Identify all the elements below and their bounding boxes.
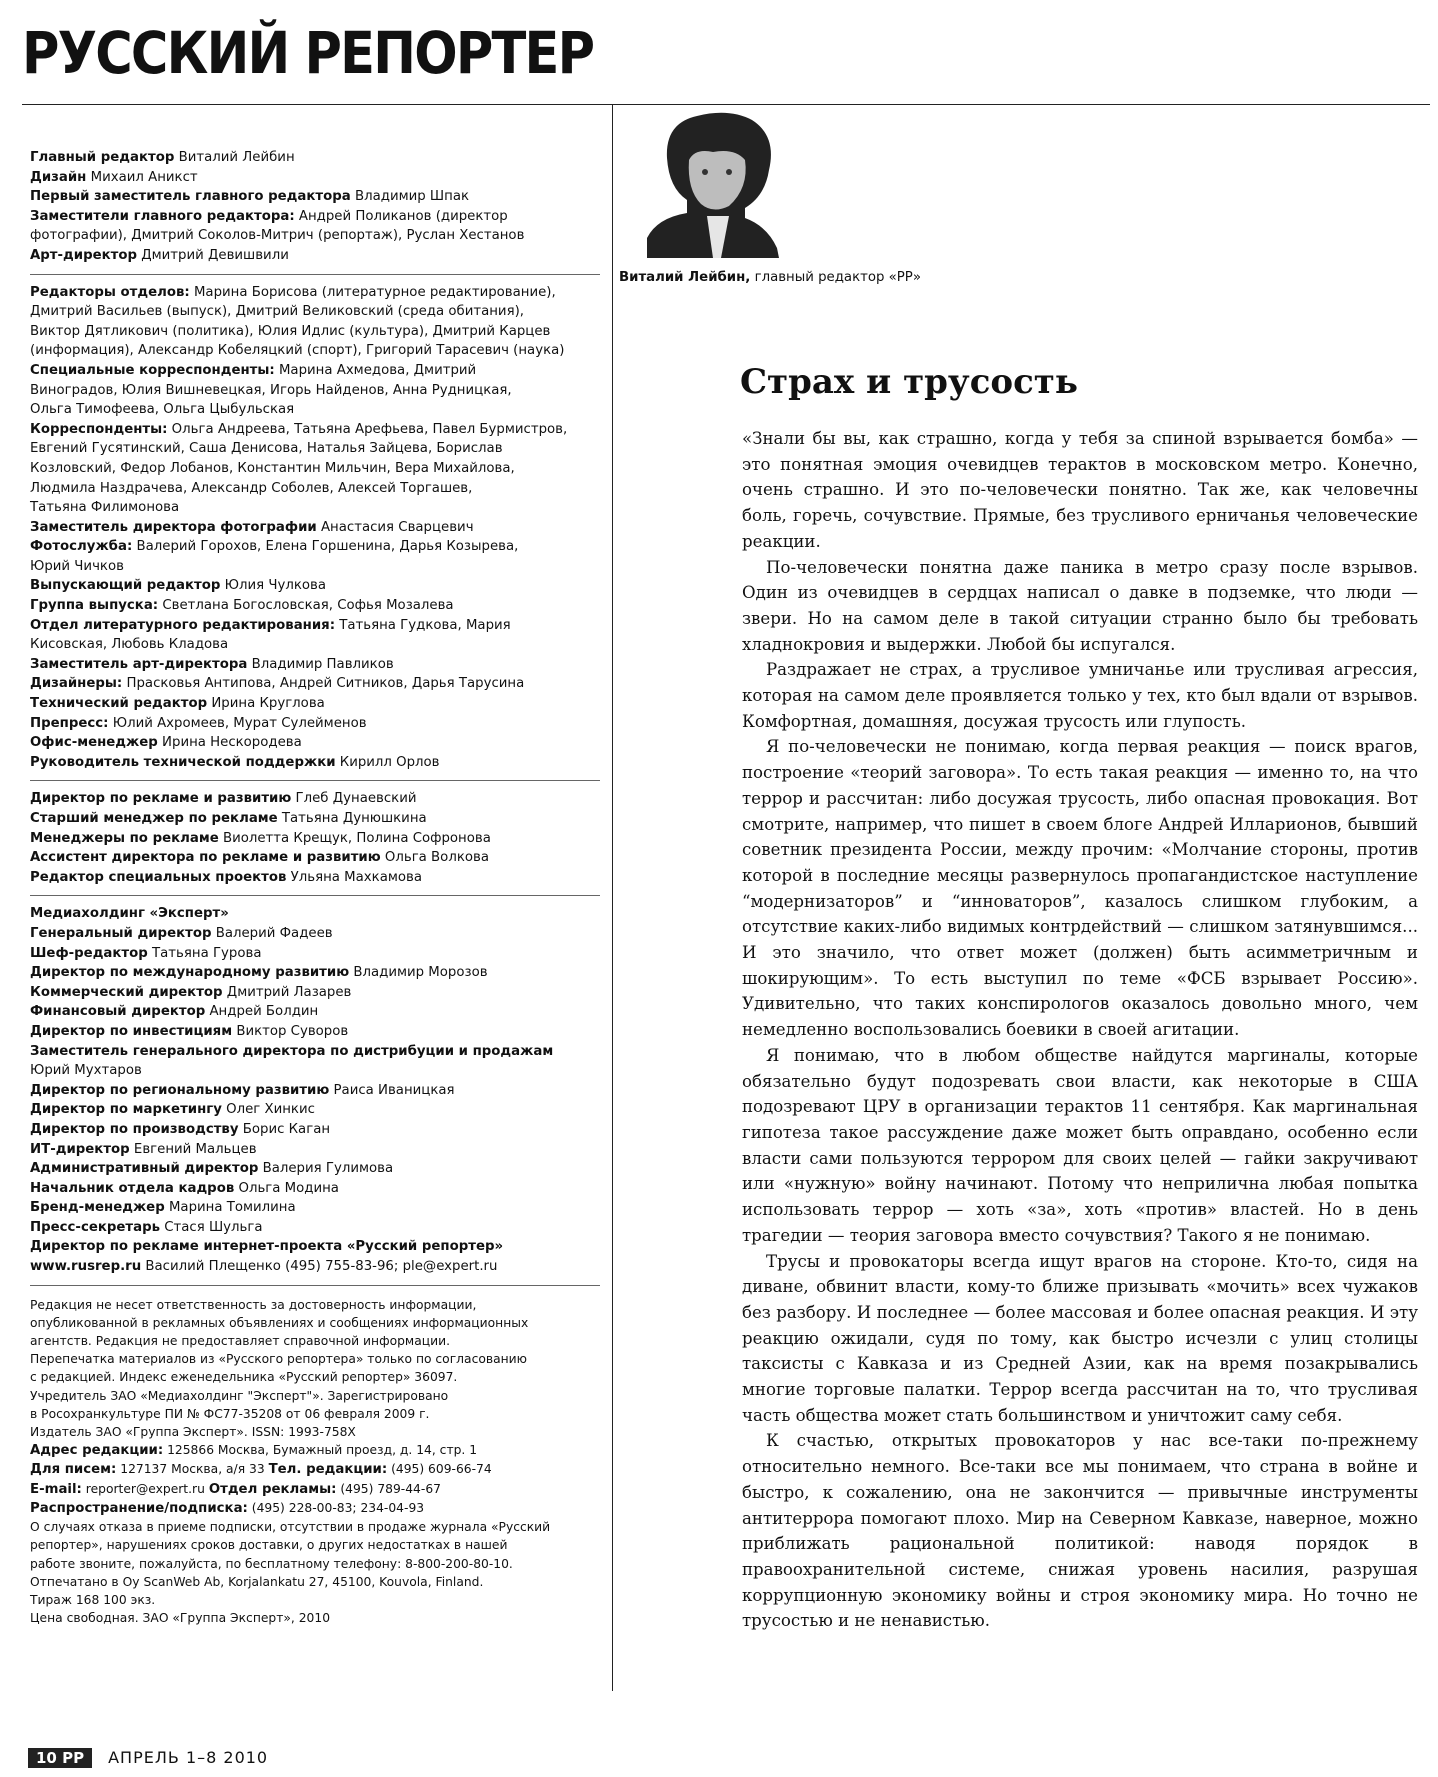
article-paragraph: Я по-человечески не понимаю, когда первая реакция — поиск врагов, построение «теорий заговора». То есть такая реакция — именно то, на что террор и рассчитан: либо досужая трусость, либо опасная провокация. Вот смотрите, например, что пишет в своем блоге Андрей Илларионов, бывший советник президента России, между прочим: «Молчание стороны, против которой в последние месяцы развернулось пропагандистское наступление “модернизаторов” и “инноваторов”, казалось слишком глубоким, а отсутствие каких-либо видимых контрдействий — слишком затянувшимся... И это значило, что ответ может (должен) быть асимметричным и шокирующим». То есть выступил по теме «ФСБ взрывает Россию». Удивительно, что таких конспирологов оказалось довольно много, чем немедленно воспользовались боевики в своей агитации.	[742, 737, 1418, 1040]
staff-group	[30, 789, 600, 887]
role-label: Финансовый директор	[30, 1004, 206, 1020]
staff-line	[30, 924, 600, 944]
role-label: Пресс-секретарь	[30, 1219, 161, 1235]
staff-line	[30, 576, 600, 596]
name-text: Виктор Суворов	[232, 1023, 349, 1039]
value: Издатель ЗАО «Группа Эксперт». ISSN: 1993-758X	[30, 1425, 356, 1440]
separator	[30, 895, 600, 896]
staff-line	[30, 904, 600, 924]
disclaimer-line	[30, 1405, 600, 1423]
disclaimer-line	[30, 1591, 600, 1609]
staff-line	[30, 635, 600, 655]
disclaimer-line	[30, 1368, 600, 1386]
value: Тираж 168 100 экз.	[30, 1592, 156, 1607]
staff-line	[30, 302, 600, 322]
role-label: Директор по рекламе интернет-проекта «Русский репортер»	[30, 1239, 504, 1255]
name-text: Евгений Мальцев	[129, 1141, 257, 1157]
name-text: Раиса Иваницкая	[329, 1082, 455, 1098]
name-text: Валерия Гулимова	[258, 1161, 394, 1177]
page-number: 10	[36, 1749, 57, 1767]
staff-line	[30, 381, 600, 401]
issue-date: АПРЕЛЬ 1–8 2010	[108, 1748, 269, 1767]
name-text: Ольга Тимофеева, Ольга Цыбульская	[30, 402, 295, 418]
name-text: Прасковья Антипова, Андрей Ситников, Дарья Тарусина	[122, 676, 525, 692]
role-label: Бренд-менеджер	[30, 1200, 165, 1216]
value: (495) 789-44-67	[336, 1481, 441, 1496]
masthead-logo: РУССКИЙ РЕПОРТЕР	[22, 19, 594, 87]
staff-line	[30, 596, 600, 616]
staff-line	[30, 1140, 600, 1160]
role-label: Корреспонденты:	[30, 421, 168, 437]
value: Редакция не несет ответственность за достоверность информации,	[30, 1297, 477, 1312]
name-text: Михаил Аникст	[86, 169, 198, 185]
value: агентств. Редакция не предоставляет справочной информации.	[30, 1334, 451, 1349]
name-text: Виктор Дятликович (политика), Юлия Идлис (культура), Дмитрий Карцев	[30, 323, 551, 339]
article-paragraph: Трусы и провокаторы всегда ищут врагов на стороне. Кто-то, сидя на диване, обвинит власти, кому-то ближе призывать «мочить» всех чужаков без разбору. И последнее — более массовая и более опасная реакция. И эту реакцию ожидали, судя по тому, как быстро исчезли с улиц столицы таксисты с Кавказа и из Средней Азии, как на время позакрывались многие торговые палатки. Террор всегда рассчитан на то, что трусливая часть общества может стать большинством и уничтожит саму себя.	[742, 1251, 1418, 1425]
label: Тел. редакции:	[268, 1462, 388, 1478]
name-text: Владимир Шпак	[350, 189, 470, 205]
disclaimer-line	[30, 1573, 600, 1591]
name-text: Виолетта Крещук, Полина Софронова	[218, 830, 491, 846]
staff-line	[30, 168, 600, 188]
staff-line	[30, 361, 600, 381]
name-text: Андрей Поликанов (директор	[294, 208, 508, 224]
role-label: Начальник отдела кадров	[30, 1180, 235, 1196]
staff-line	[30, 400, 600, 420]
name-text: Ирина Круглова	[207, 696, 325, 712]
disclaimer-line	[30, 1350, 600, 1368]
staff-line	[30, 944, 600, 964]
staff-line	[30, 1218, 600, 1238]
role-label: Препресс:	[30, 715, 109, 731]
name-text: Василий Плещенко (495) 755-83-96; ple@expert.ru	[141, 1259, 498, 1275]
article-headline: Страх и трусость	[740, 362, 1078, 402]
role-label: Выпускающий редактор	[30, 578, 221, 594]
name-text: Виноградов, Юлия Вишневецкая, Игорь Найденов, Анна Рудницкая,	[30, 382, 512, 398]
role-label: Шеф-редактор	[30, 945, 148, 961]
article-body	[742, 426, 1418, 1634]
role-label: Коммерческий директор	[30, 984, 223, 1000]
staff-line	[30, 148, 600, 168]
staff-line	[30, 789, 600, 809]
role-label: Отдел литературного редактирования:	[30, 617, 336, 633]
value: с редакцией. Индекс еженедельника «Русский репортер» 36097.	[30, 1370, 458, 1385]
page-number-badge	[28, 1748, 92, 1768]
staff-line	[30, 1061, 600, 1081]
role-label: Дизайнеры:	[30, 676, 123, 692]
staff-line	[30, 557, 600, 577]
page-footer	[28, 1748, 268, 1768]
disclaimer-line	[30, 1609, 600, 1627]
value: репортер», нарушениях сроков доставки, о других недостатках в нашей	[30, 1538, 508, 1553]
name-text: Татьяна Филимонова	[30, 500, 180, 516]
name-text: Дмитрий Девишвили	[137, 247, 289, 263]
value: 127137 Москва, а/я 33	[116, 1462, 269, 1477]
staff-line	[30, 1237, 600, 1257]
staff-line	[30, 283, 600, 303]
role-label: Заместитель генерального директора по дистрибуции и продажам	[30, 1043, 554, 1059]
name-text: Валерий Горохов, Елена Горшенина, Дарья Козырева,	[132, 539, 519, 555]
name-text: Юрий Чичков	[30, 558, 124, 574]
label: E-mail:	[30, 1481, 82, 1497]
name-text: Евгений Гусятинский, Саша Денисова, Наталья Зайцева, Борислав	[30, 441, 503, 457]
staff-group	[30, 904, 600, 1276]
staff-line	[30, 1257, 600, 1277]
role-label: Заместитель арт-директора	[30, 656, 248, 672]
disclaimer-line	[30, 1314, 600, 1332]
staff-line	[30, 537, 600, 557]
article-paragraph: К счастью, открытых провокаторов у нас все-таки по-прежнему относительно немного. Все-таки все мы понимаем, что страна в войне и быстро, к сожалению, она не закончится — привычные инструменты антитеррора помогают плохо. Мир на Северном Кавказе, наверное, можно приближать рациональной политикой: наводя порядок в правоохранительной системе, снижая уровень насилия, разрушая коррупционную экономику войны и строя экономику мира. Но точно не трусостью и не ненавистью.	[742, 1431, 1418, 1631]
value: Учредитель ЗАО «Медиахолдинг "Эксперт"». Зарегистрировано	[30, 1388, 449, 1403]
role-label: ИТ-директор	[30, 1141, 130, 1157]
name-text: Глеб Дунаевский	[291, 791, 417, 807]
role-label: Редактор специальных проектов	[30, 869, 287, 885]
name-text: Татьяна Гудкова, Мария	[335, 617, 511, 633]
staff-line	[30, 1179, 600, 1199]
staff-line	[30, 616, 600, 636]
disclaimer-line	[30, 1480, 600, 1499]
staff-line	[30, 518, 600, 538]
staff-line	[30, 753, 600, 773]
role-label: Редакторы отделов:	[30, 284, 190, 300]
staff-line	[30, 498, 600, 518]
staff-line	[30, 1100, 600, 1120]
separator	[30, 1285, 600, 1286]
role-label: Заместители главного редактора:	[30, 208, 295, 224]
staff-line	[30, 439, 600, 459]
label: Распространение/подписка:	[30, 1500, 248, 1516]
name-text: Дмитрий Васильев (выпуск), Дмитрий Великовский (среда обитания),	[30, 304, 524, 320]
value: Перепечатка материалов из «Русского репортера» только по согласованию	[30, 1352, 528, 1367]
role-label: Руководитель технической поддержки	[30, 754, 336, 770]
staff-line	[30, 226, 600, 246]
staff-line	[30, 714, 600, 734]
name-text: Валерий Фадеев	[211, 925, 333, 941]
name-text: Марина Ахмедова, Дмитрий	[274, 362, 477, 378]
staff-line	[30, 694, 600, 714]
staff-line	[30, 322, 600, 342]
staff-line	[30, 848, 600, 868]
name-text: Козловский, Федор Лобанов, Константин Мильчин, Вера Михайлова,	[30, 460, 515, 476]
role-label: Технический редактор	[30, 696, 208, 712]
value: О случаях отказа в приеме подписки, отсутствии в продаже журнала «Русский	[30, 1520, 551, 1535]
role-label: www.rusrep.ru	[30, 1259, 142, 1275]
role-label: Административный директор	[30, 1161, 259, 1177]
name-text: Юрий Мухтаров	[30, 1063, 142, 1079]
staff-line	[30, 420, 600, 440]
role-label: Директор по региональному развитию	[30, 1082, 330, 1098]
name-text: Кисовская, Любовь Кладова	[30, 637, 229, 653]
label: Адрес редакции:	[30, 1443, 164, 1459]
column-divider	[612, 104, 613, 1691]
staff-groups	[30, 148, 600, 1277]
label: Для писем:	[30, 1462, 117, 1478]
name-text: Юлий Ахромеев, Мурат Сулейменов	[108, 715, 367, 731]
caption-name: Виталий Лейбин,	[619, 270, 751, 285]
role-label: Директор по международному развитию	[30, 965, 350, 981]
role-label: Директор по производству	[30, 1121, 239, 1137]
role-label: Директор по рекламе и развитию	[30, 791, 292, 807]
disclaimer-line	[30, 1536, 600, 1554]
role-label: Ассистент директора по рекламе и развитию	[30, 850, 381, 866]
disclaimer-line	[30, 1518, 600, 1536]
role-label: Фотослужба:	[30, 539, 133, 555]
name-text: Ольга Модина	[234, 1180, 339, 1196]
value: Цена свободная. ЗАО «Группа Эксперт», 2010	[30, 1611, 331, 1626]
separator	[30, 274, 600, 275]
article-paragraph: Раздражает не страх, а трусливое умничанье или трусливая агрессия, которая на самом деле проявляется только у тех, кто был вдали от взрывов. Комфортная, домашняя, досужая трусость или глупость.	[742, 660, 1418, 731]
name-text: Ульяна Махкамова	[286, 869, 422, 885]
staff-line	[30, 246, 600, 266]
role-label: Офис-менеджер	[30, 735, 158, 751]
name-text: Марина Томилина	[164, 1200, 296, 1216]
staff-line	[30, 733, 600, 753]
role-label: Группа выпуска:	[30, 598, 159, 614]
staff-line	[30, 1198, 600, 1218]
value: работе звоните, пожалуйста, по бесплатному телефону: 8-800-200-80-10.	[30, 1556, 513, 1571]
staff-group	[30, 283, 600, 773]
role-label: Заместитель директора фотографии	[30, 519, 317, 535]
staff-line	[30, 674, 600, 694]
role-label: Менеджеры по рекламе	[30, 830, 219, 846]
staff-line	[30, 1002, 600, 1022]
disclaimer-line	[30, 1423, 600, 1441]
staff-line	[30, 1042, 600, 1062]
value: (495) 228-00-83; 234-04-93	[247, 1500, 425, 1515]
staff-group	[30, 148, 600, 266]
role-label: Генеральный директор	[30, 925, 212, 941]
disclaimer-line	[30, 1387, 600, 1405]
name-text: Дмитрий Лазарев	[222, 984, 352, 1000]
staff-line	[30, 868, 600, 888]
disclaimer	[30, 1296, 600, 1628]
value: Отпечатано в Oy ScanWeb Ab, Korjalankatu 27, 45100, Kouvola, Finland.	[30, 1574, 484, 1589]
role-label: Медиахолдинг «Эксперт»	[30, 906, 229, 922]
name-text: фотографии), Дмитрий Соколов-Митрич (репортаж), Руслан Хестанов	[30, 228, 525, 244]
name-text: Андрей Болдин	[205, 1004, 319, 1020]
name-text: Стася Шульга	[160, 1219, 263, 1235]
role-label: Первый заместитель главного редактора	[30, 189, 351, 205]
staff-line	[30, 1022, 600, 1042]
article-paragraph: По-человечески понятна даже паника в метро сразу после взрывов. Один из очевидцев в сердцах написал о давке в подземке, что люди — звери. Но на самом деле в такой ситуации странно было бы требовать хладнокровия и выдержки. Любой бы испугался.	[742, 557, 1418, 654]
value: (495) 609-66-74	[387, 1462, 492, 1477]
top-rule	[22, 104, 1430, 105]
name-text: Светлана Богословская, Софья Мозалева	[158, 598, 454, 614]
name-text: Владимир Морозов	[349, 965, 488, 981]
name-text: Татьяна Дунюшкина	[277, 811, 427, 826]
staff-line	[30, 809, 600, 829]
name-text: Ольга Волкова	[380, 850, 489, 866]
name-text: Юлия Чулкова	[220, 578, 327, 594]
staff-line	[30, 479, 600, 499]
disclaimer-line	[30, 1499, 600, 1518]
editor-portrait	[617, 108, 805, 258]
value: reporter@expert.ru	[81, 1481, 209, 1496]
disclaimer-line	[30, 1296, 600, 1314]
name-text: Ольга Андреева, Татьяна Арефьева, Павел Бурмистров,	[167, 421, 568, 437]
staff-line	[30, 829, 600, 849]
disclaimer-line	[30, 1332, 600, 1350]
name-text: Владимир Павликов	[247, 656, 394, 672]
staff-line	[30, 187, 600, 207]
value: в Росохранкультуре ПИ № ФС77-35208 от 06 февраля 2009 г.	[30, 1406, 430, 1421]
caption-role: главный редактор «РР»	[750, 270, 921, 285]
staff-list	[30, 148, 600, 1627]
separator	[30, 780, 600, 781]
staff-line	[30, 1081, 600, 1101]
disclaimer-line	[30, 1460, 600, 1479]
role-label: Арт-директор	[30, 247, 138, 263]
role-label: Директор по инвестициям	[30, 1023, 233, 1039]
article-paragraph: Я понимаю, что в любом обществе найдутся маргиналы, которые обязательно будут подозревать свои власти, как некоторые в США подозревают ЦРУ в организации терактов 11 сентября. Как маргинальная гипотеза такое рассуждение даже может быть оправдано, особенно если власти сами пользуются террором для своих целей — гайки закручивают или «нужную» войну начинают. Потому что неприлична любая попытка использовать террор — хоть «за», хоть «против» властей. Но в день трагедии — теория заговора вместо сочувствия? Такого я не понимаю.	[742, 1045, 1418, 1245]
staff-line	[30, 341, 600, 361]
role-label: Директор по маркетингу	[30, 1102, 222, 1118]
staff-line	[30, 963, 600, 983]
role-label: Старший менеджер по рекламе	[30, 811, 278, 826]
name-text: (информация), Александр Кобеляцкий (спорт), Григорий Тарасевич (наука)	[30, 343, 565, 359]
staff-line	[30, 207, 600, 227]
magazine-abbrev: РР	[62, 1749, 85, 1767]
name-text: Анастасия Сварцевич	[316, 519, 474, 535]
name-text: Виталий Лейбин	[174, 150, 295, 165]
name-text: Марина Борисова (литературное редактирование),	[189, 284, 556, 300]
staff-line	[30, 1120, 600, 1140]
staff-line	[30, 459, 600, 479]
article-paragraph: «Знали бы вы, как страшно, когда у тебя за спиной взрывается бомба» — это понятная эмоция очевидцев терактов в московском метро. Конечно, очень страшно. И это по-человечески понятно. Так же, как человечны боль, горечь, сочувствие. Прямые, без трусливого ерничанья человеческие реакции.	[742, 429, 1418, 551]
label: Отдел рекламы:	[208, 1481, 337, 1497]
value: 125866 Москва, Бумажный проезд, д. 14, стр. 1	[163, 1443, 478, 1458]
disclaimer-line	[30, 1441, 600, 1460]
staff-line	[30, 1159, 600, 1179]
name-text: Кирилл Орлов	[335, 754, 440, 770]
value: опубликованной в рекламных объявлениях и сообщениях информационных	[30, 1315, 529, 1330]
staff-line	[30, 655, 600, 675]
name-text: Олег Хинкис	[221, 1102, 315, 1118]
name-text: Людмила Наздрачева, Александр Соболев, Алексей Торгашев,	[30, 480, 473, 496]
role-label: Главный редактор	[30, 150, 175, 165]
role-label: Специальные корреспонденты:	[30, 362, 275, 378]
name-text: Ирина Нескородева	[157, 735, 302, 751]
staff-line	[30, 983, 600, 1003]
photo-caption	[619, 270, 999, 285]
role-label: Дизайн	[30, 169, 87, 185]
name-text: Борис Каган	[238, 1121, 331, 1137]
name-text: Татьяна Гурова	[147, 945, 262, 961]
disclaimer-line	[30, 1555, 600, 1573]
